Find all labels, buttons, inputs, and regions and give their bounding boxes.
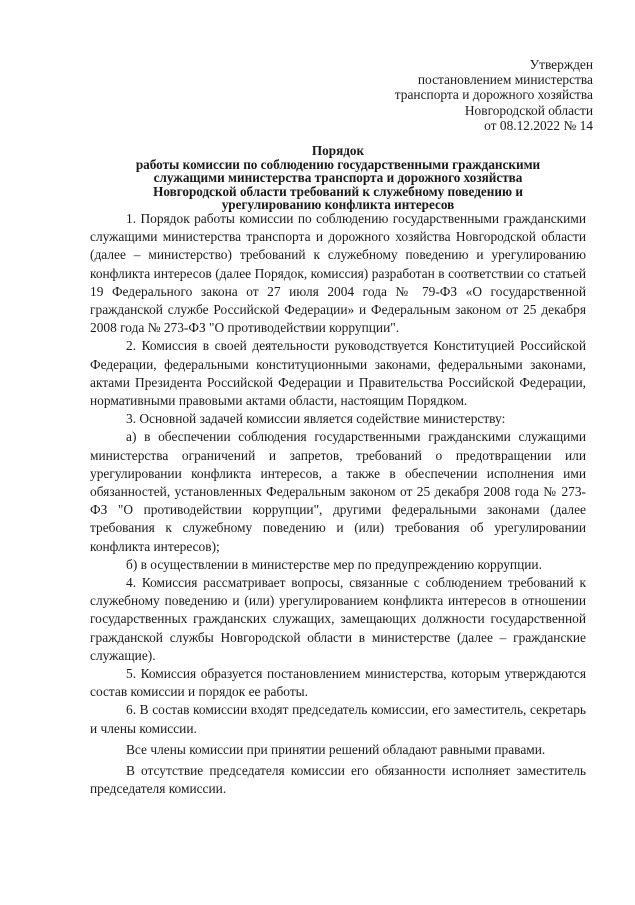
title-line: работы комиссии по соблюдению государственными гражданскими (135, 156, 541, 172)
paragraph-deputy: В отсутствие председателя комиссии его обязанности исполняет заместитель председателя комиссии. (90, 763, 586, 797)
approval-date-number: от 08.12.2022 № 14 (484, 117, 593, 133)
paragraph-equal-rights: Все члены комиссии при принятии решений обладают равными правами. (126, 741, 546, 757)
paragraph-3b: б) в осуществлении в министерстве мер по предупреждению коррупции. (126, 556, 542, 572)
paragraph-6: 6. В состав комиссии входят председатель комиссии, его заместитель, секретарь и члены комиссии. (90, 702, 586, 736)
approval-line: постановлением министерства (417, 72, 593, 88)
paragraph-4: 4. Комиссия рассматривает вопросы, связанные с соблюдением требований к служебному поведению и (или) урегулированием конфликта интересов в отношении государственных гражданских служащих, замещающих должности государственной гражданской службы Новгородской области в министерстве (далее – гражданские служащие). (90, 575, 586, 663)
paragraph-1: 1. Порядок работы комиссии по соблюдению государственными гражданскими служащими министерства транспорта и дорожного хозяйства Новгородской области (далее – министерство) требований к служебному поведению и урегулированию конфликта интересов (далее Порядок, комиссия) разработан в соответствии со статьей 19 Федерального закона от 27 июля 2004 года № 79-ФЗ «О государственной гражданской службе Российской Федерации» и Федеральным законом от 25 декабря 2008 года № 273-ФЗ "О противодействии коррупции". (90, 211, 586, 336)
approval-line: Новгородской области (464, 102, 593, 118)
title-line: служащими министерства транспорта и дорожного хозяйства (153, 170, 523, 186)
paragraph-3a: а) в обеспечении соблюдения государственными гражданскими служащими министерства ограничений и запретов, требований о предотвращении или урегулировании конфликта интересов, а также в обеспечении исполнения ими обязанностей, установленных Федеральным законом от 25 декабря 2008 года № 273-ФЗ "О противодействии коррупции", другими федеральными законами (далее требования к служебному поведению и (или) требования об урегулировании конфликта интересов); (90, 429, 586, 554)
paragraph-3: 3. Основной задачей комиссии является содействие министерству: (126, 411, 506, 427)
approval-line: транспорта и дорожного хозяйства (394, 87, 593, 103)
title-line: Новгородской области требований к служебному поведению и (153, 183, 523, 199)
approval-stamp (395, 57, 593, 133)
approval-line: Утвержден (529, 57, 593, 72)
paragraph-2: 2. Комиссия в своей деятельности руководствуется Конституцией Российской Федерации, федеральными конституционными законами, федеральными законами, актами Президента Российской Федерации и Правительства Российской Федерации, нормативными правовыми актами области, настоящим Порядком. (90, 338, 586, 409)
title-heading: Порядок (311, 143, 365, 158)
title-line: урегулированию конфликта интересов (221, 197, 455, 213)
document-body (90, 210, 586, 799)
paragraph-5: 5. Комиссия образуется постановлением министерства, которым утверждаются состав комиссии и порядок ее работы. (90, 666, 586, 700)
document-title (90, 144, 586, 212)
